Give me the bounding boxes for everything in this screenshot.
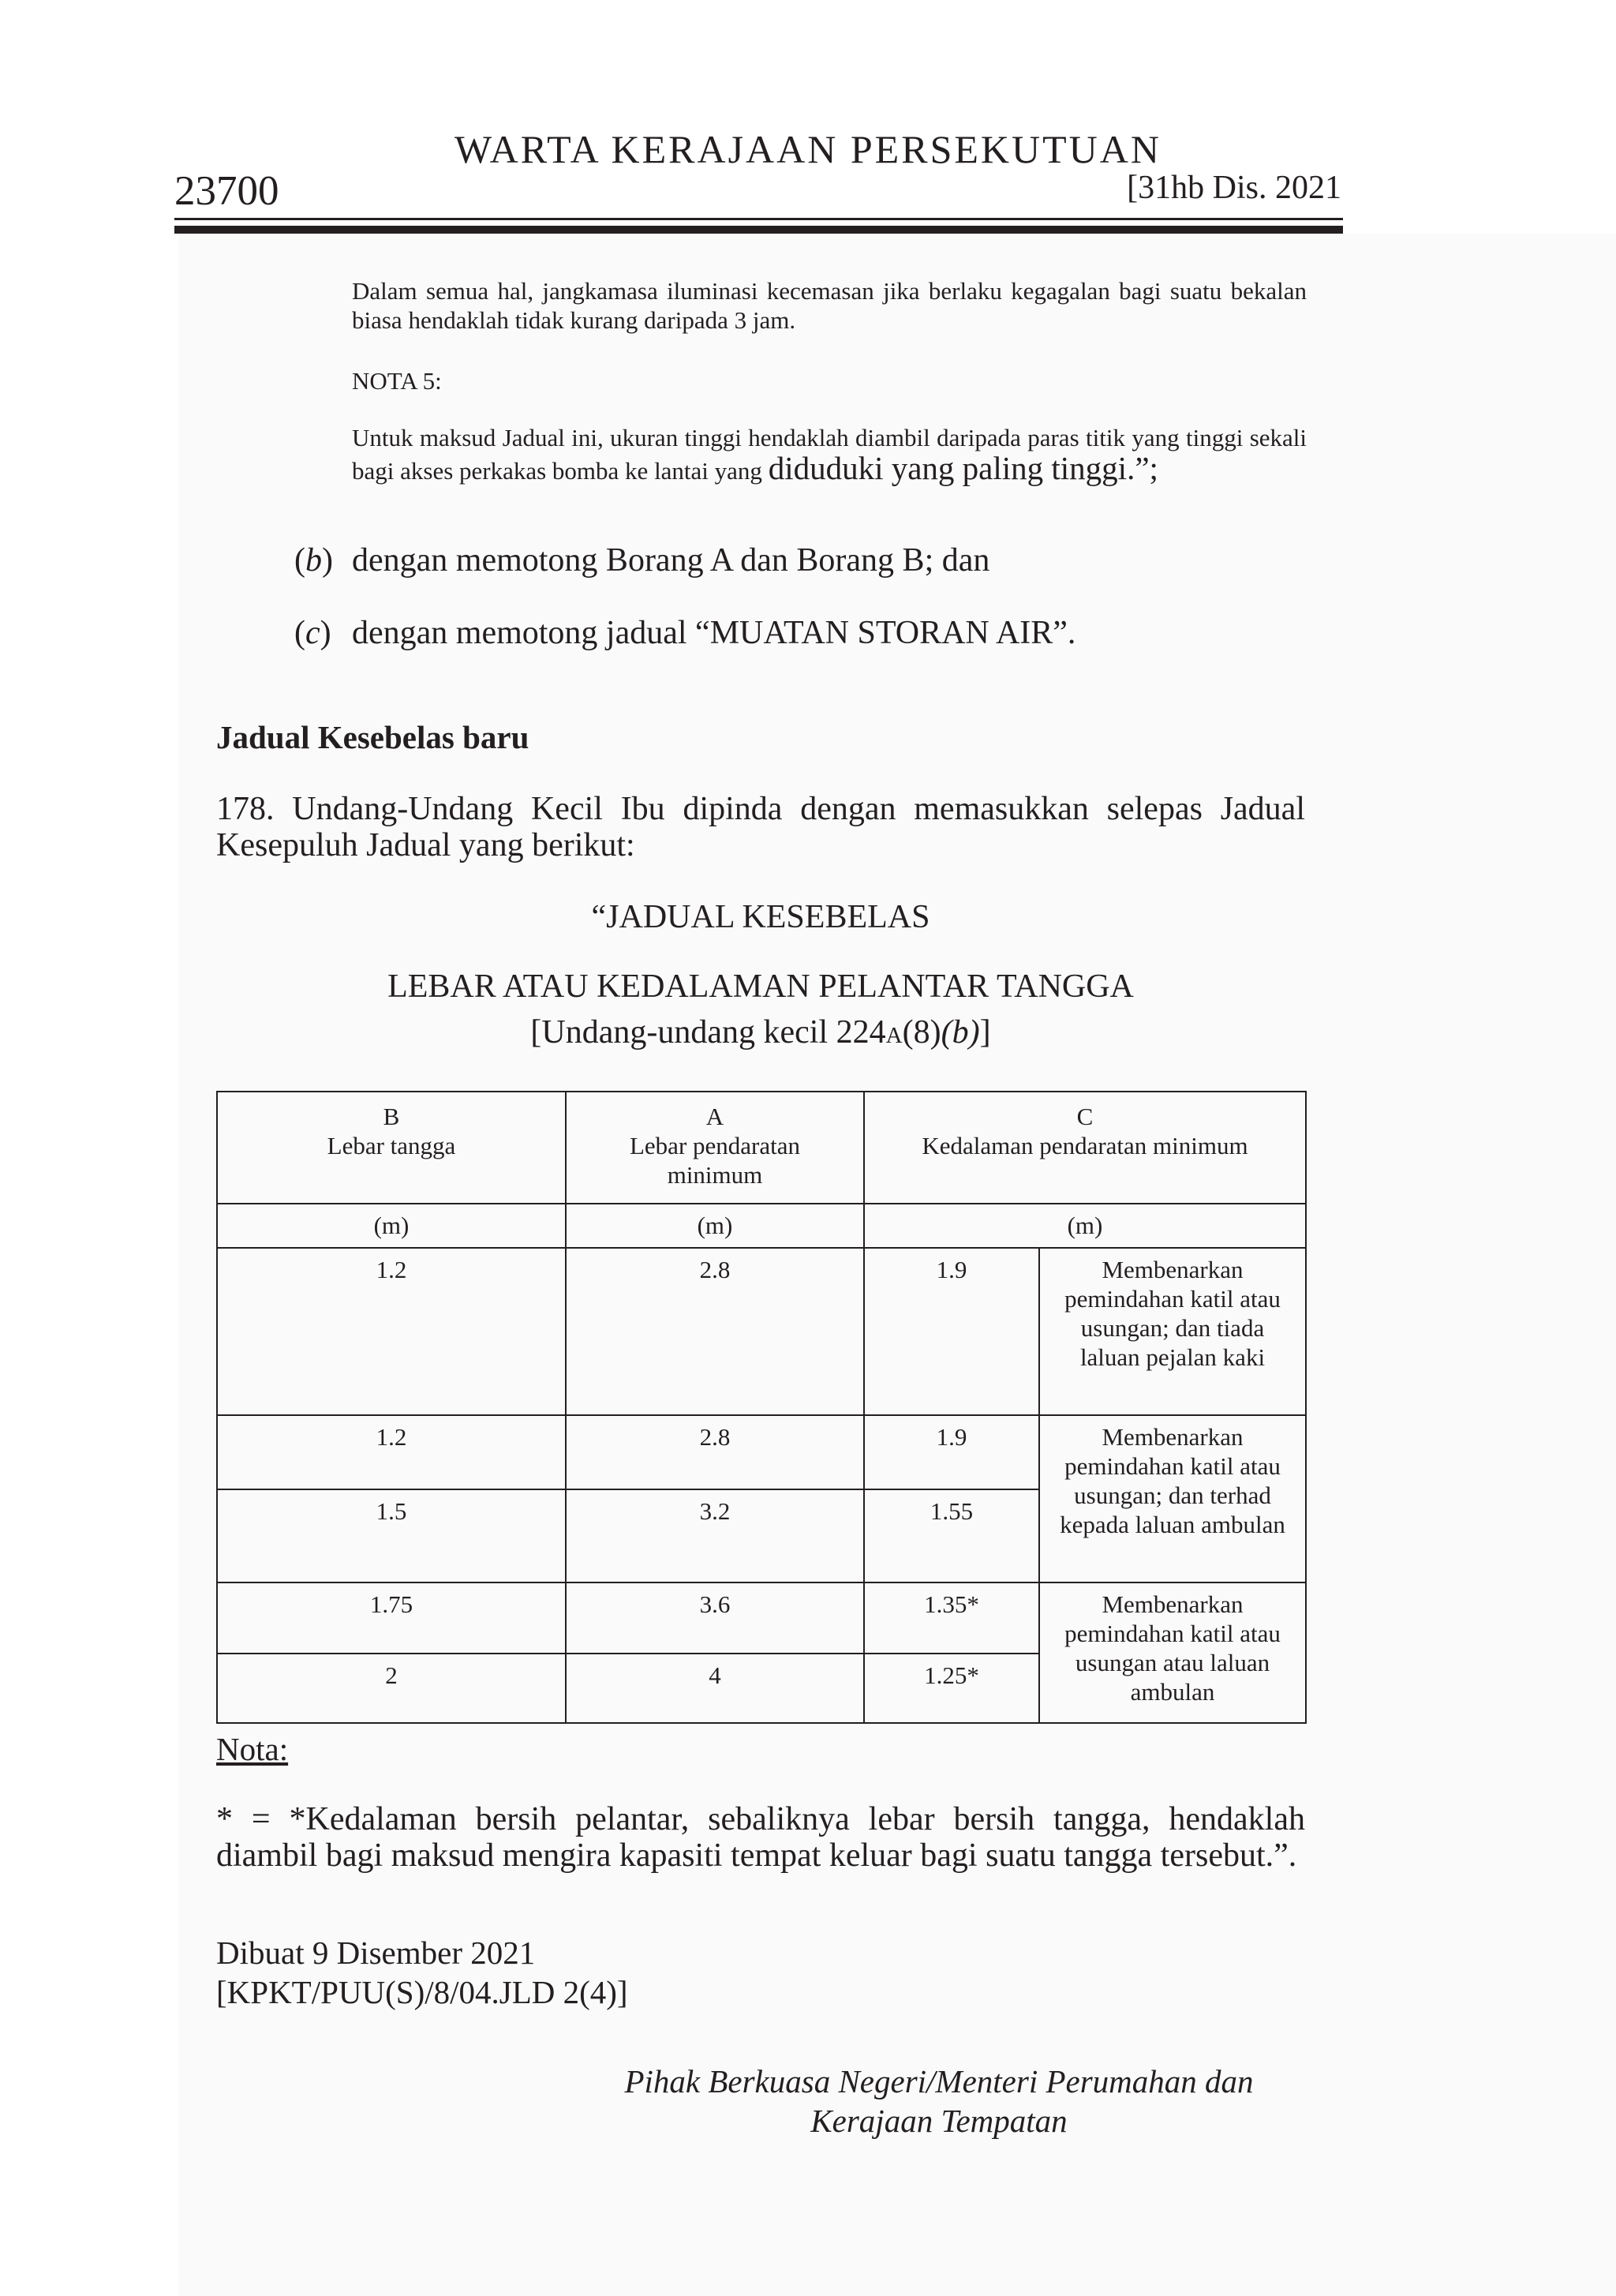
- cell-b: 1.2: [217, 1415, 566, 1489]
- note-paragraph-text: Dalam semua hal, jangkamasa iluminasi kecemasan jika berlaku kegagalan bagi suatu bekalan biasa hendaklah tidak kurang daripada 3 jam.: [352, 277, 1307, 334]
- header-rule-thick: [174, 226, 1343, 234]
- nota5-label: NOTA 5:: [352, 367, 442, 395]
- schedule-subtitle: LEBAR ATAU KEDALAMAN PELANTAR TANGGA: [387, 968, 1134, 1005]
- cell-b: 2: [217, 1654, 566, 1723]
- table-unit-row: [217, 1204, 1306, 1248]
- header-rule-thin: [174, 218, 1343, 220]
- header-a: A Lebar pendaratan minimum: [566, 1092, 864, 1204]
- header-b: B Lebar tangga: [217, 1092, 566, 1204]
- table-row: [217, 1582, 1306, 1654]
- page-number: 23700: [174, 168, 279, 214]
- cell-c: 1.25*: [864, 1654, 1039, 1723]
- footnote-text: * = *Kedalaman bersih pelantar, sebaliknya lebar bersih tangga, hendaklah diambil bagi maksud mengira kapasiti tempat keluar bagi suatu tangga tersebut.”.: [216, 1801, 1305, 1874]
- cell-c: 1.55: [864, 1489, 1039, 1582]
- signatory-line-1: Pihak Berkuasa Negeri/Menteri Perumahan dan: [624, 2063, 1254, 2099]
- issue-date: [31hb Dis. 2021: [1127, 170, 1341, 206]
- cell-c: 1.9: [864, 1248, 1039, 1415]
- cell-remark: Membenarkan pemindahan katil atau usungan; dan tiada laluan pejalan kaki: [1039, 1248, 1306, 1415]
- schedule-title: “JADUAL KESEBELAS: [591, 899, 930, 935]
- section-heading: Jadual Kesebelas baru: [216, 719, 529, 755]
- schedule-table: [216, 1091, 1307, 1724]
- note-paragraph: [352, 276, 1307, 335]
- section-paragraph: 178. Undang-Undang Kecil Ibu dipinda dengan memasukkan selepas Jadual Kesepuluh Jadual yang berikut:: [216, 791, 1305, 863]
- cell-b: 1.75: [217, 1582, 566, 1654]
- nota5-tail: diduduki yang paling tinggi.”;: [768, 450, 1158, 486]
- unit-b: (m): [217, 1204, 566, 1248]
- table-header-row: [217, 1092, 1306, 1204]
- cell-a: 4: [566, 1654, 864, 1723]
- cell-remark: Membenarkan pemindahan katil atau usungan; dan terhad kepada laluan ambulan: [1039, 1415, 1306, 1582]
- made-date: Dibuat 9 Disember 2021: [216, 1935, 536, 1971]
- nota5-paragraph: [352, 423, 1307, 485]
- cell-a: 3.6: [566, 1582, 864, 1654]
- cell-b: 1.5: [217, 1489, 566, 1582]
- reference-number: [KPKT/PUU(S)/8/04.JLD 2(4)]: [216, 1974, 628, 2010]
- cell-a: 2.8: [566, 1415, 864, 1489]
- cell-c: 1.35*: [864, 1582, 1039, 1654]
- cell-b: 1.2: [217, 1248, 566, 1415]
- nota5-text: Untuk maksud Jadual ini, ukuran tinggi hendaklah diambil daripada paras titik yang tinggi sekali bagi akses perkakas bomba ke lantai yang: [352, 424, 1307, 485]
- table-row: [217, 1248, 1306, 1415]
- unit-a: (m): [566, 1204, 864, 1248]
- item-c-marker: (c): [294, 615, 331, 651]
- cell-a: 3.2: [566, 1489, 864, 1582]
- unit-c: (m): [864, 1204, 1306, 1248]
- schedule-reference: [Undang-undang kecil 224A(8)(b)]: [530, 1014, 991, 1051]
- item-b-text: dengan memotong Borang A dan Borang B; dan: [352, 542, 990, 579]
- cell-a: 2.8: [566, 1248, 864, 1415]
- item-b-marker: (b): [294, 542, 333, 579]
- item-c-text: dengan memotong jadual “MUATAN STORAN AIR”.: [352, 615, 1076, 651]
- footnote-label: Nota:: [216, 1731, 289, 1767]
- signatory: [552, 2062, 1326, 2141]
- header-c: C Kedalaman pendaratan minimum: [864, 1092, 1306, 1204]
- cell-c: 1.9: [864, 1415, 1039, 1489]
- signatory-line-2: Kerajaan Tempatan: [810, 2103, 1068, 2139]
- cell-remark: Membenarkan pemindahan katil atau usungan atau laluan ambulan: [1039, 1582, 1306, 1723]
- running-title: WARTA KERAJAAN PERSEKUTUAN: [454, 127, 1162, 171]
- table-row: [217, 1415, 1306, 1489]
